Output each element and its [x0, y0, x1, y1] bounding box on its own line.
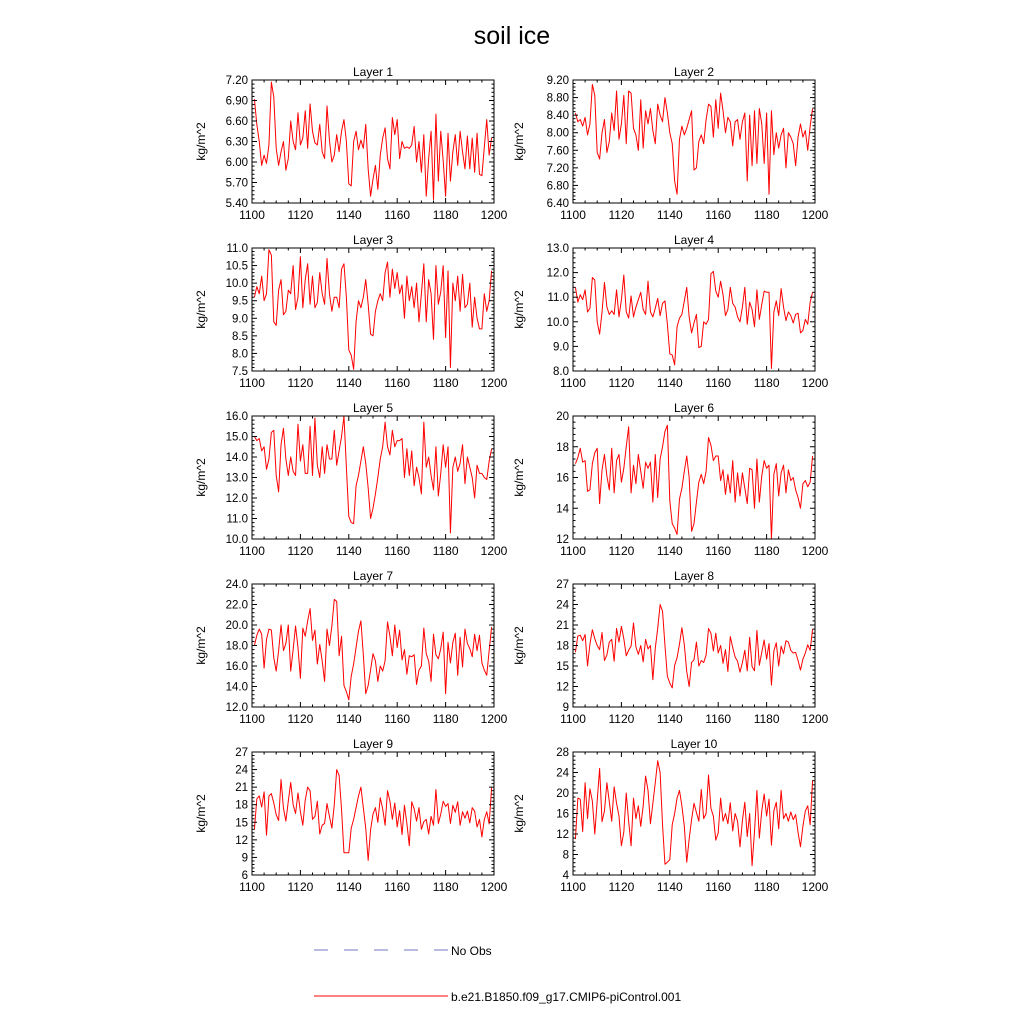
- series-line: [254, 250, 491, 369]
- x-tick-label: 1200: [480, 208, 508, 222]
- y-tick-label: 10.0: [546, 316, 569, 329]
- series-line: [575, 84, 812, 194]
- series-line: [254, 599, 491, 699]
- y-tick-label: 6.30: [225, 136, 248, 149]
- x-tick-label: 1100: [239, 880, 265, 894]
- y-tick-label: 12.0: [546, 267, 569, 280]
- series-line: [575, 761, 812, 866]
- y-tick-label: 12: [556, 681, 569, 694]
- y-tick-label: 14: [556, 503, 569, 516]
- panels-group: [194, 65, 829, 894]
- x-tick-label: 1200: [801, 208, 829, 222]
- y-tick-label: 14.0: [225, 452, 248, 464]
- y-tick-label: 11.0: [226, 243, 248, 255]
- x-tick-label: 1140: [656, 880, 683, 894]
- x-tick-label: 1140: [656, 208, 683, 222]
- panel-title: Layer 7: [352, 569, 394, 583]
- y-tick-label: 16.0: [225, 661, 248, 673]
- x-tick-label: 1200: [480, 376, 508, 390]
- series-line: [254, 82, 491, 200]
- figure-title: soil ice: [473, 22, 551, 50]
- y-axis-label: kg/m^2: [512, 626, 526, 665]
- y-tick-label: 8.5: [232, 330, 248, 343]
- y-tick-label: 27: [235, 747, 248, 759]
- y-tick-label: 18: [556, 441, 569, 454]
- chart-panel-8: [512, 569, 829, 726]
- y-tick-label: 9: [562, 702, 569, 714]
- x-tick-label: 1160: [705, 544, 732, 558]
- x-tick-label: 1140: [335, 544, 362, 558]
- y-tick-label: 13.0: [225, 472, 248, 485]
- x-tick-label: 1140: [335, 208, 362, 222]
- x-tick-label: 1120: [287, 880, 314, 894]
- y-tick-label: 9: [241, 852, 248, 865]
- x-tick-label: 1120: [287, 712, 314, 726]
- y-tick-label: 8: [562, 849, 569, 862]
- x-tick-label: 1200: [801, 880, 829, 894]
- chart-panel-5: [194, 401, 508, 558]
- series-line: [254, 416, 491, 533]
- y-tick-label: 12.0: [225, 702, 248, 714]
- y-axis-label: kg/m^2: [194, 794, 208, 833]
- panel-title: Layer 2: [673, 65, 715, 79]
- y-tick-label: 8.00: [546, 127, 569, 140]
- y-tick-label: 7.20: [546, 162, 569, 175]
- x-tick-label: 1140: [335, 880, 362, 894]
- y-tick-label: 16: [556, 472, 569, 485]
- x-tick-label: 1140: [335, 376, 362, 390]
- y-tick-label: 15: [235, 817, 248, 830]
- y-tick-label: 6.80: [546, 180, 569, 193]
- plot-frame: [252, 416, 494, 539]
- y-tick-label: 18.0: [225, 640, 248, 653]
- y-tick-label: 24: [556, 599, 569, 612]
- y-tick-label: 12.0: [225, 493, 248, 505]
- y-tick-label: 10.5: [225, 260, 248, 273]
- y-tick-label: 8.40: [546, 110, 569, 123]
- y-axis-label: kg/m^2: [194, 290, 208, 329]
- y-tick-label: 9.0: [553, 341, 569, 354]
- plot-frame: [573, 752, 815, 875]
- x-tick-label: 1160: [705, 376, 732, 390]
- x-tick-label: 1200: [480, 544, 508, 558]
- chart-panel-9: [194, 737, 508, 894]
- x-tick-label: 1160: [384, 544, 411, 558]
- x-tick-label: 1200: [480, 880, 508, 894]
- chart-panel-7: [194, 569, 508, 726]
- plot-frame: [573, 584, 815, 707]
- x-tick-label: 1120: [608, 376, 635, 390]
- x-tick-label: 1160: [384, 208, 411, 222]
- y-tick-label: 20: [556, 788, 569, 800]
- x-tick-label: 1160: [705, 208, 732, 222]
- x-tick-label: 1200: [801, 544, 829, 558]
- panel-title: Layer 4: [673, 233, 715, 247]
- y-tick-label: 15.0: [225, 431, 248, 444]
- y-tick-label: 12: [556, 829, 569, 841]
- x-tick-label: 1100: [239, 712, 265, 726]
- x-tick-label: 1100: [239, 376, 265, 390]
- y-tick-label: 11.0: [226, 513, 248, 526]
- chart-panel-6: [512, 401, 829, 558]
- y-axis-label: kg/m^2: [194, 458, 208, 497]
- y-tick-label: 24: [235, 764, 248, 777]
- y-tick-label: 7.5: [232, 366, 248, 378]
- y-tick-label: 21: [556, 620, 569, 632]
- x-tick-label: 1160: [384, 712, 411, 726]
- y-tick-label: 6.90: [225, 95, 248, 108]
- panel-title: Layer 3: [352, 233, 394, 247]
- chart-panel-4: [512, 233, 829, 390]
- y-axis-label: kg/m^2: [512, 458, 526, 497]
- plot-frame: [252, 584, 494, 707]
- y-axis-label: kg/m^2: [194, 122, 208, 161]
- panel-title: Layer 8: [673, 569, 715, 583]
- x-tick-label: 1200: [801, 712, 829, 726]
- y-tick-label: 15: [556, 661, 569, 673]
- y-tick-label: 4: [562, 870, 569, 882]
- x-tick-label: 1200: [801, 376, 829, 390]
- x-tick-label: 1160: [705, 880, 732, 894]
- y-tick-label: 16: [556, 808, 569, 821]
- x-tick-label: 1100: [560, 376, 586, 390]
- x-tick-label: 1180: [753, 208, 780, 222]
- x-tick-label: 1180: [753, 376, 780, 390]
- legend: [314, 944, 681, 1004]
- y-tick-label: 16.0: [225, 411, 248, 423]
- x-tick-label: 1100: [560, 880, 586, 894]
- y-tick-label: 14.0: [225, 681, 248, 694]
- x-tick-label: 1140: [335, 712, 362, 726]
- series-line: [575, 605, 812, 688]
- chart-panel-1: [194, 65, 508, 222]
- legend-label-no-obs: No Obs: [451, 944, 492, 958]
- y-tick-label: 7.60: [546, 145, 569, 158]
- x-tick-label: 1140: [656, 544, 683, 558]
- plot-frame: [252, 248, 494, 371]
- y-tick-label: 18: [235, 799, 248, 812]
- y-tick-label: 9.0: [232, 313, 248, 326]
- y-tick-label: 9.20: [546, 75, 569, 87]
- y-tick-label: 5.40: [225, 198, 248, 210]
- y-axis-label: kg/m^2: [512, 794, 526, 833]
- y-tick-label: 18: [556, 640, 569, 653]
- x-tick-label: 1100: [560, 208, 586, 222]
- x-tick-label: 1100: [239, 208, 265, 222]
- y-tick-label: 13.0: [546, 243, 569, 255]
- x-tick-label: 1180: [753, 544, 780, 558]
- y-tick-label: 6: [241, 870, 248, 882]
- y-tick-label: 21: [235, 782, 248, 795]
- y-tick-label: 8.80: [546, 92, 569, 105]
- y-tick-label: 8.0: [232, 348, 248, 361]
- x-tick-label: 1140: [656, 712, 683, 726]
- x-tick-label: 1120: [608, 712, 635, 726]
- x-tick-label: 1160: [384, 880, 411, 894]
- y-tick-label: 12: [235, 834, 248, 847]
- x-tick-label: 1200: [480, 712, 508, 726]
- series-line: [254, 770, 491, 861]
- y-tick-label: 20: [556, 411, 569, 423]
- panel-title: Layer 9: [352, 737, 394, 751]
- y-tick-label: 27: [556, 579, 569, 591]
- y-axis-label: kg/m^2: [194, 626, 208, 665]
- chart-panel-2: [512, 65, 829, 222]
- y-tick-label: 24.0: [225, 579, 248, 591]
- panel-title: Layer 10: [670, 737, 718, 751]
- x-tick-label: 1160: [705, 712, 732, 726]
- y-tick-label: 5.70: [225, 177, 248, 190]
- x-tick-label: 1100: [560, 544, 586, 558]
- x-tick-label: 1120: [287, 376, 314, 390]
- y-tick-label: 8.0: [553, 366, 569, 378]
- y-tick-label: 28: [556, 747, 569, 759]
- x-tick-label: 1120: [608, 208, 635, 222]
- x-tick-label: 1180: [753, 712, 780, 726]
- series-line: [575, 425, 812, 539]
- chart-panel-10: [512, 737, 829, 894]
- y-tick-label: 9.5: [232, 295, 248, 308]
- x-tick-label: 1120: [608, 880, 635, 894]
- x-tick-label: 1100: [560, 712, 586, 726]
- x-tick-label: 1180: [432, 712, 459, 726]
- y-axis-label: kg/m^2: [512, 290, 526, 329]
- plot-frame: [252, 80, 494, 203]
- x-tick-label: 1120: [287, 544, 314, 558]
- y-tick-label: 11.0: [547, 292, 569, 305]
- y-tick-label: 12: [556, 534, 569, 546]
- x-tick-label: 1140: [656, 376, 683, 390]
- y-tick-label: 22.0: [225, 599, 248, 612]
- y-tick-label: 10.0: [225, 534, 248, 546]
- panel-title: Layer 6: [673, 401, 715, 415]
- y-tick-label: 7.20: [225, 75, 248, 87]
- x-tick-label: 1180: [432, 544, 459, 558]
- x-tick-label: 1160: [384, 376, 411, 390]
- y-tick-label: 24: [556, 767, 569, 780]
- y-tick-label: 20.0: [225, 620, 248, 632]
- x-tick-label: 1100: [239, 544, 265, 558]
- y-tick-label: 6.00: [225, 157, 248, 169]
- x-tick-label: 1180: [432, 208, 459, 222]
- x-tick-label: 1180: [432, 880, 459, 894]
- x-tick-label: 1180: [753, 880, 780, 894]
- series-line: [575, 271, 812, 368]
- y-tick-label: 6.40: [546, 198, 569, 210]
- panel-title: Layer 1: [352, 65, 394, 79]
- x-tick-label: 1120: [287, 208, 314, 222]
- legend-label-control-run: b.e21.B1850.f09_g17.CMIP6-piControl.001: [451, 990, 682, 1004]
- y-tick-label: 10.0: [225, 278, 248, 291]
- y-axis-label: kg/m^2: [512, 122, 526, 161]
- x-tick-label: 1180: [432, 376, 459, 390]
- y-tick-label: 6.60: [225, 116, 248, 128]
- panel-title: Layer 5: [352, 401, 394, 415]
- plot-frame: [573, 248, 815, 371]
- x-tick-label: 1120: [608, 544, 635, 558]
- chart-panel-3: [194, 233, 508, 390]
